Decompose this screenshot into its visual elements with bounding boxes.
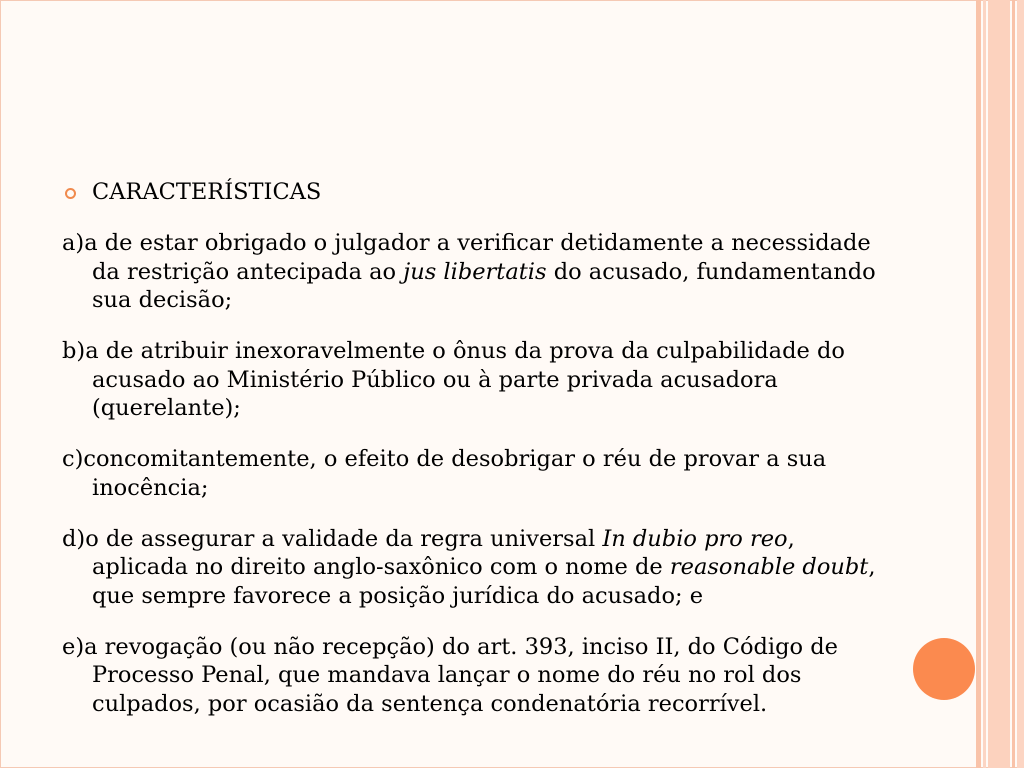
item-label: e) <box>62 633 85 660</box>
item-text: do acusado, fundamentando sua decisão; <box>92 258 876 313</box>
stripe <box>976 0 981 768</box>
item-italic-text: reasonable doubt <box>669 554 869 580</box>
item-text: , aplicada no direito anglo-saxônico com o nome de <box>92 525 795 580</box>
decorative-orange-circle <box>913 638 975 700</box>
item-label: d) <box>62 525 86 552</box>
slide-heading: CARACTERÍSTICAS <box>92 179 322 205</box>
item-text: concomitantemente, o efeito de desobrigar o réu de provar a sua inocência; <box>83 446 827 501</box>
item-italic-text: In dubio pro reo <box>602 525 788 552</box>
list-item-b <box>62 337 892 423</box>
item-text: a de estar obrigado o julgador a verificar detidamente a necessidade da restrição antecipada ao <box>84 230 871 285</box>
slide-body <box>62 178 892 726</box>
item-text: , que sempre favorece a posição jurídica do acusado; e <box>92 554 876 609</box>
list-item-e <box>62 633 892 719</box>
item-label: c) <box>62 446 84 472</box>
heading-bullet <box>62 178 892 207</box>
item-label: b) <box>62 338 86 364</box>
decorative-side-stripes <box>976 0 1024 768</box>
stripe <box>1012 0 1015 768</box>
list-item-a <box>62 229 892 315</box>
item-italic-text: jus libertatis <box>403 258 547 285</box>
item-label: a) <box>62 230 85 256</box>
list-item-d <box>62 525 892 611</box>
ring-bullet-icon <box>65 188 76 199</box>
item-text: a revogação (ou não recepção) do art. 393, inciso II, do Código de Processo Penal, que mandava lançar o nome do réu no rol dos culpados, por ocasião da sentença condenatória recorrível. <box>84 633 838 717</box>
stripe <box>1017 0 1024 768</box>
stripe <box>988 0 1010 768</box>
item-text: o de assegurar a validade da regra universal <box>85 525 603 552</box>
stripe <box>983 0 986 768</box>
list-item-c <box>62 445 892 502</box>
item-text: a de atribuir inexoravelmente o ônus da prova da culpabilidade do acusado ao Ministério Público ou à parte privada acusadora (querelante); <box>85 338 845 421</box>
